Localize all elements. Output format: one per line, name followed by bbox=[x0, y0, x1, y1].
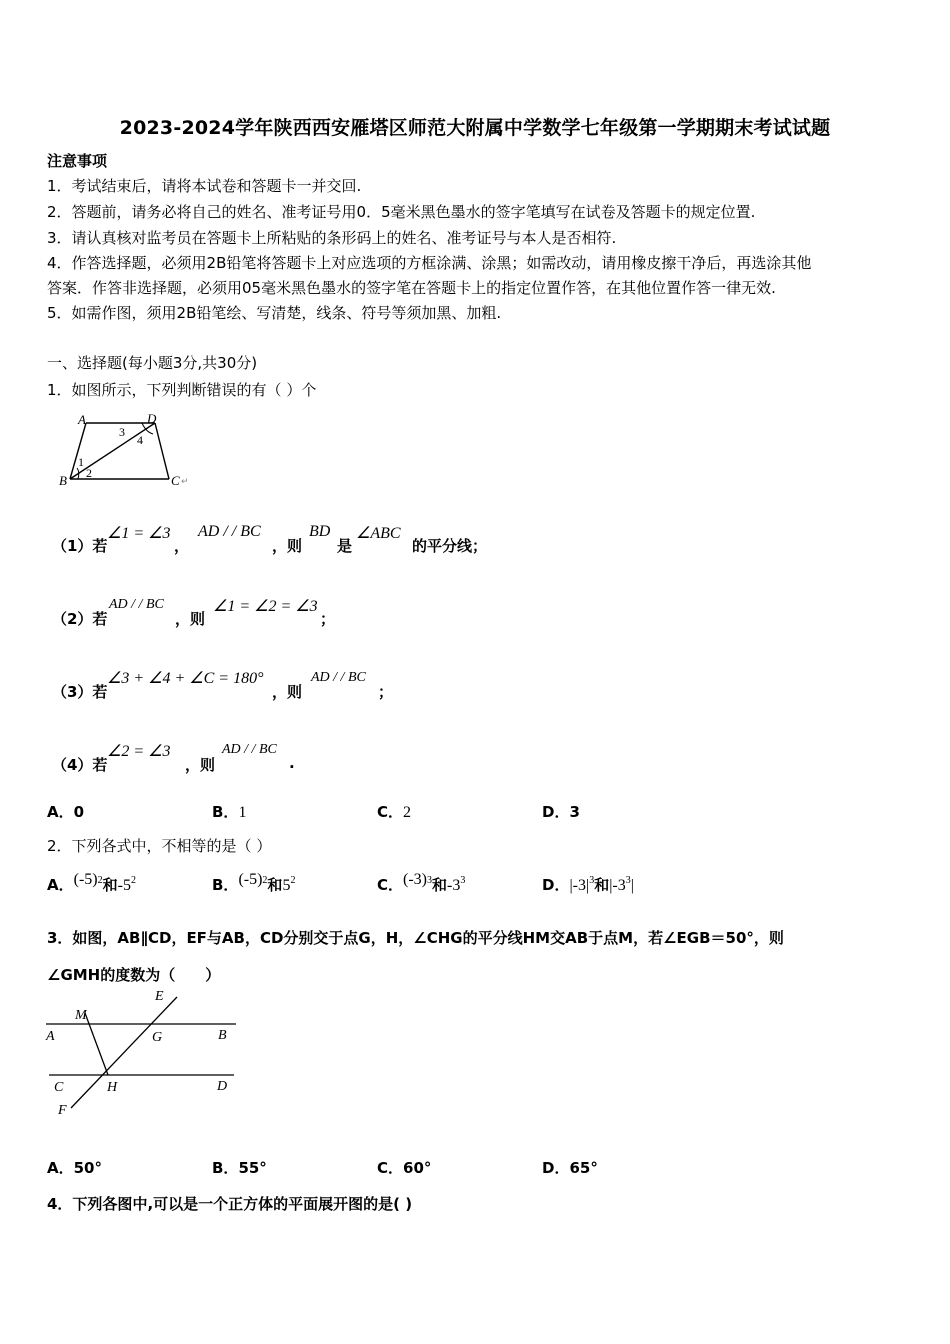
s4-math-2: AD / / BC bbox=[222, 742, 277, 757]
q1-option-d[interactable]: D．3 bbox=[542, 803, 580, 821]
notice-item-4: 4．作答选择题，必须用2B铅笔将答题卡上对应选项的方框涂满、涂黑；如需改动，请用橡皮擦干净后，再选涂其他 bbox=[47, 254, 812, 272]
return-mark: ↵ bbox=[181, 476, 189, 486]
s1-suffix: 的平分线； bbox=[412, 537, 488, 555]
s1-then: ，则 bbox=[272, 537, 303, 555]
label-C: C bbox=[54, 1080, 64, 1095]
s3-math-2: AD / / BC bbox=[311, 670, 366, 685]
q3-stem-line1: 3．如图，AB∥CD，EF与AB，CD分别交于点G，H，∠CHG的平分线HM交AB于点M，若∠EGB＝50°，则 bbox=[47, 929, 784, 947]
page-title: 2023-2024学年陕西西安雁塔区师范大附属中学数学七年级第一学期期末考试试题 bbox=[119, 117, 831, 139]
q2-option-d[interactable]: D．$|-3|^3$和$|-3^3|$ bbox=[542, 875, 634, 894]
q3-stem-line2: ∠GMH的度数为（ ） bbox=[47, 966, 221, 984]
notice-item-1: 1．考试结束后，请将本试卷和答题卡一并交回. bbox=[47, 177, 362, 195]
q3-option-a[interactable]: A．50° bbox=[47, 1159, 102, 1177]
s1-sep: ， bbox=[174, 537, 190, 555]
label-G: G bbox=[152, 1030, 163, 1045]
label-D: D bbox=[147, 411, 157, 426]
s1-is: 是 bbox=[337, 537, 353, 555]
label-H: H bbox=[107, 1080, 118, 1095]
s2-math-2: ∠1 = ∠2 = ∠3 bbox=[213, 598, 318, 615]
q1-statement-1: （1）若 bbox=[52, 537, 108, 555]
q1-statement-4: （4）若 bbox=[52, 756, 108, 774]
q2-option-b[interactable]: B．$(-5)^2$和$5^2$ bbox=[212, 871, 296, 894]
label-D: D bbox=[217, 1079, 228, 1094]
s4-suffix: . bbox=[289, 754, 295, 772]
q3-option-c[interactable]: C．60° bbox=[377, 1159, 432, 1177]
s3-math-1: ∠3 + ∠4 + ∠C = 180° bbox=[107, 670, 264, 687]
q1-stem: 1．如图所示，下列判断错误的有（ ）个 bbox=[47, 381, 317, 399]
q1-trapezoid-figure bbox=[56, 410, 196, 492]
q1-option-c[interactable]: C．2 bbox=[377, 803, 412, 821]
q1-statement-2: （2）若 bbox=[52, 610, 108, 628]
s1-math-4: ∠ABC bbox=[356, 525, 401, 542]
label-E: E bbox=[155, 990, 164, 1004]
q1-option-b[interactable]: B．1 bbox=[212, 803, 247, 821]
label-A: A bbox=[78, 412, 86, 427]
s4-math-1: ∠2 = ∠3 bbox=[107, 743, 171, 760]
s2-math-1: AD / / BC bbox=[109, 597, 164, 612]
s1-math-2: AD / / BC bbox=[198, 523, 261, 540]
q1-statement-3: （3）若 bbox=[52, 683, 108, 701]
label-4: 4 bbox=[137, 433, 143, 447]
q3-option-b[interactable]: B．55° bbox=[212, 1159, 267, 1177]
q3-option-d[interactable]: D．65° bbox=[542, 1159, 598, 1177]
label-M: M bbox=[75, 1008, 87, 1023]
s1-math-3: BD bbox=[309, 523, 331, 540]
s1-math-1: ∠1 = ∠3 bbox=[107, 525, 171, 542]
s2-then: ，则 bbox=[175, 610, 206, 628]
q3-parallel-lines-figure bbox=[44, 990, 244, 1120]
q1-option-a[interactable]: A．0 bbox=[47, 803, 85, 821]
notice-item-5: 5．如需作图，须用2B铅笔绘、写清楚，线条、符号等须加黑、加粗. bbox=[47, 304, 502, 322]
notice-item-2: 2．答题前，请务必将自己的姓名、准考证号用0．5毫米黑色墨水的签字笔填写在试卷及答题卡的规定位置. bbox=[47, 203, 756, 221]
q4-stem: 4．下列各图中,可以是一个正方体的平面展开图的是( ) bbox=[47, 1195, 413, 1213]
label-A: A bbox=[46, 1029, 55, 1044]
label-B: B bbox=[218, 1028, 227, 1043]
q2-option-c[interactable]: C．$(-3)^3$和$-3^3$ bbox=[377, 871, 466, 894]
label-3: 3 bbox=[119, 425, 125, 439]
s3-then: ，则 bbox=[272, 683, 303, 701]
notice-item-4-cont: 答案．作答非选择题，必须用05毫米黑色墨水的签字笔在答题卡上的指定位置作答，在其他位置作答一律无效. bbox=[47, 279, 776, 297]
notice-heading: 注意事项 bbox=[47, 152, 108, 170]
s3-suffix: ； bbox=[378, 683, 394, 701]
label-C: C bbox=[171, 473, 180, 488]
s4-then: ，则 bbox=[185, 756, 216, 774]
label-B: B bbox=[59, 473, 67, 488]
q2-option-a[interactable]: A．$(-5)^2$和$-5^2$ bbox=[47, 871, 136, 894]
label-F: F bbox=[58, 1103, 67, 1118]
q2-stem: 2．下列各式中，不相等的是（ ） bbox=[47, 837, 272, 855]
notice-item-3: 3．请认真核对监考员在答题卡上所粘贴的条形码上的姓名、准考证号与本人是否相符. bbox=[47, 229, 617, 247]
s2-suffix: ； bbox=[320, 610, 336, 628]
label-1: 1 bbox=[78, 455, 84, 469]
section-heading: 一、选择题(每小题3分,共30分) bbox=[47, 354, 258, 372]
label-2: 2 bbox=[86, 466, 92, 480]
